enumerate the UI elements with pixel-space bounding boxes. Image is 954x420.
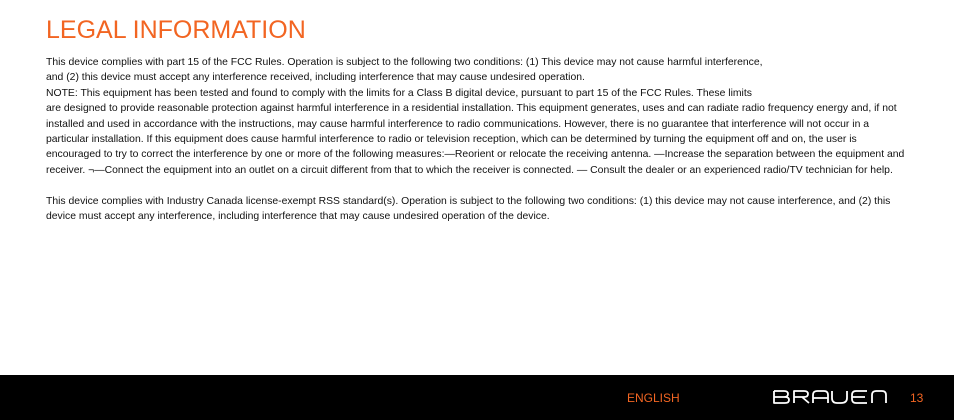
fcc-compliance-line-1: This device complies with part 15 of the FCC Rules. Operation is subject to the following two conditions: (1) This device may not cause harmful interference,: [46, 57, 763, 68]
fcc-note-paragraph: are designed to provide reasonable protection against harmful interference in a residential installation. This equipment generates, uses and can radiate radio frequency energy and, if not installed and used in accordance with the instructions, may cause harmful interference to radio communications. However, there is no guarantee that interference will not occur in a particular installation. If this equipment does cause harmful interference to radio or television reception, which can be determined by turning the equipment off and on, the user is encouraged to try to correct the interference by one or more of the following measures:—Reorient or relocate the receiving antenna. —Increase the separation between the equipment and receiver. ¬—Connect the equipment into an outlet on a circuit different from that to which the receiver is connected. — Consult the dealer or an experienced radio/TV technician for help.: [46, 103, 905, 176]
braven-logo: [772, 389, 888, 405]
fcc-note-line: NOTE: This equipment has been tested and found to comply with the limits for a Class B digital device, pursuant to part 15 of the FCC Rules. These limits: [46, 87, 752, 99]
fcc-compliance-line-2: and (2) this device must accept any interference received, including interference that may cause undesired operation.: [46, 72, 585, 84]
legal-body: [46, 55, 908, 224]
industry-canada-paragraph: This device complies with Industry Canada license-exempt RSS standard(s). Operation is subject to the following two conditions: (1) this device may not cause interference, and (2) this device must accept any interference, including interference that may cause undesired operation of the device.: [46, 195, 891, 223]
page-title: LEGAL INFORMATION: [46, 16, 306, 44]
page-footer: [0, 375, 954, 420]
footer-language-label: ENGLISH: [627, 391, 680, 405]
page-number: 13: [910, 391, 924, 405]
